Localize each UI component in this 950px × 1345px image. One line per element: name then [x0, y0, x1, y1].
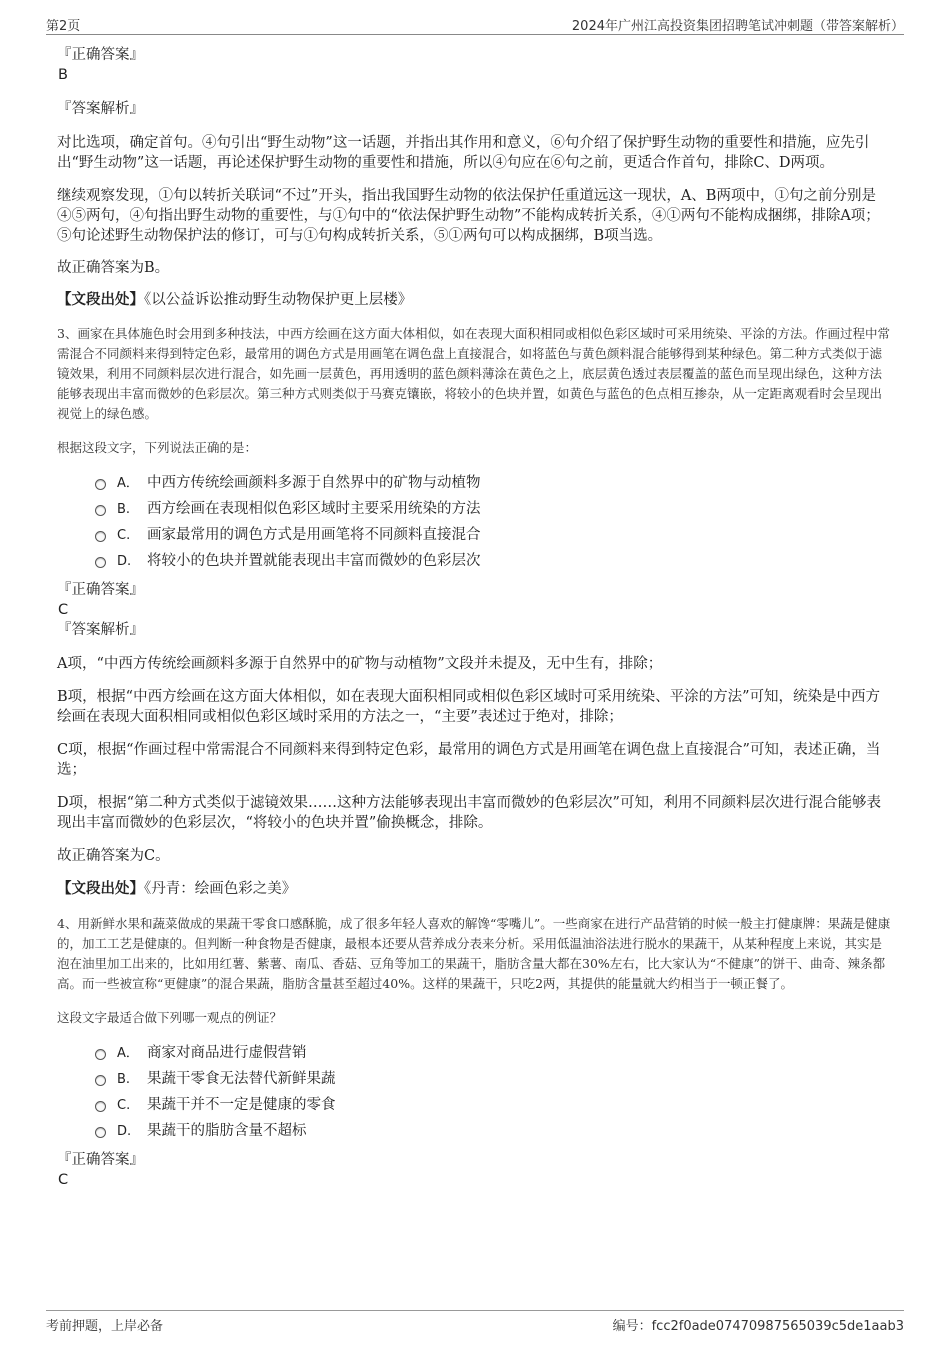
option-text: 将较小的色块并置就能表现出丰富而微妙的色彩层次 — [147, 553, 481, 569]
page-footer — [46, 1310, 904, 1333]
q2-source — [57, 290, 893, 310]
q3-analysis-c: C项，根据“作画过程中常需混合不同颜料来得到特定色彩，最常用的调色方式是用画笔在调色盘上直接混合”可知，表述正确，当选； — [57, 742, 881, 778]
option-letter: C. — [117, 528, 131, 543]
radio-icon[interactable] — [95, 1101, 106, 1112]
q4-options — [57, 1040, 893, 1144]
q2-answer-label: 『正确答案』 — [57, 47, 144, 63]
q3-source-title: 《丹青：绘画色彩之美》 — [144, 881, 297, 897]
q4-prompt: 这段文字最适合做下列哪一观点的例证？ — [57, 1010, 283, 1025]
option-letter: B. — [117, 502, 131, 517]
q3-passage: 3、画家在具体施色时会用到多种技法，中西方绘画在这方面大体相似，如在表现大面积相同或相似色彩区域时可采用统染、平涂的方法。作画过程中常需混合不同颜料来得到特定色彩，最常用的调色方式是用画笔在调色盘上直接混合，如将蓝色与黄色颜料混合能够得到某种绿色。第二种方式类似于滤镜效果，利用不同颜料层次进行混合，如先画一层黄色，再用透明的蓝色颜料薄涂在黄色之上，底层黄色透过表层覆盖的蓝色而呈现出绿色，这种方法能够表现出丰富而微妙的色彩层次。第三种方式则类似于马赛克镶嵌，将较小的色块并置，如黄色与蓝色的色点相互掺杂，从一定距离观看时会呈现出视觉上的绿色感。 — [57, 326, 890, 421]
q3-analysis-b: B项，根据“中西方绘画在这方面大体相似，如在表现大面积相同或相似色彩区域时可采用统染、平涂的方法”可知，统染是中西方绘画在表现大面积相同或相似色彩区域时采用的方法之一，“主要”表述过于绝对，排除； — [57, 689, 880, 725]
q4-option-d[interactable] — [95, 1118, 893, 1144]
option-letter: D. — [117, 1124, 132, 1139]
option-text: 果蔬干并不一定是健康的零食 — [147, 1097, 336, 1113]
q3-option-d[interactable] — [95, 548, 893, 574]
q3-source-label: 【文段出处】 — [57, 880, 144, 897]
footer-code: 编号：fcc2f0ade07470987565039c5de1aab3 — [612, 1319, 904, 1334]
q2-analysis-label: 『答案解析』 — [57, 101, 144, 117]
q4-option-b[interactable] — [95, 1066, 893, 1092]
option-letter: D. — [117, 554, 132, 569]
page-header — [46, 14, 904, 35]
page-number: 第2页 — [46, 19, 81, 34]
q3-analysis-a: A项，“中西方传统绘画颜料多源于自然界中的矿物与动植物”文段并未提及，无中生有，排除； — [57, 656, 663, 672]
option-letter: C. — [117, 1098, 131, 1113]
page-content — [57, 45, 893, 1190]
q2-source-label: 【文段出处】 — [57, 291, 144, 308]
q3-answer: C — [58, 602, 69, 618]
q4-option-a[interactable] — [95, 1040, 893, 1066]
q3-option-a[interactable] — [95, 470, 893, 496]
q3-option-b[interactable] — [95, 496, 893, 522]
option-letter: A． — [117, 1046, 139, 1061]
q2-analysis-p2: 继续观察发现，①句以转折关联词“不过”开头，指出我国野生动物的依法保护任重道远这一现状，A、B两项中，①句之前分别是④⑤两句，④句指出野生动物的重要性，与①句中的“依法保护野生动物”不能构成转折关系，④①两句不能构成捆绑，排除A项；⑤句论述野生动物保护法的修订，可与①句构成转折关系，⑤①两句可以构成捆绑，B项当选。 — [57, 188, 880, 244]
option-letter: B. — [117, 1072, 131, 1087]
radio-icon[interactable] — [95, 1049, 106, 1060]
q3-prompt: 根据这段文字，下列说法正确的是： — [57, 440, 258, 455]
option-text: 果蔬干的脂肪含量不超标 — [147, 1123, 307, 1139]
radio-icon[interactable] — [95, 1075, 106, 1086]
q3-option-c[interactable] — [95, 522, 893, 548]
q2-answer: B — [58, 67, 68, 83]
document-title: 2024年广州江高投资集团招聘笔试冲刺题（带答案解析） — [571, 19, 904, 34]
radio-icon[interactable] — [95, 531, 106, 542]
option-text: 果蔬干零食无法替代新鲜果蔬 — [147, 1071, 336, 1087]
radio-icon[interactable] — [95, 1127, 106, 1138]
radio-icon[interactable] — [95, 479, 106, 490]
q2-source-title: 《以公益诉讼推动野生动物保护更上层楼》 — [144, 292, 413, 308]
q3-answer-label: 『正确答案』 — [57, 582, 144, 598]
q3-analysis-conclusion: 故正确答案为C。 — [57, 848, 170, 864]
footer-slogan: 考前押题，上岸必备 — [46, 1319, 164, 1334]
option-text: 西方绘画在表现相似色彩区域时主要采用统染的方法 — [147, 501, 481, 517]
q4-answer: C — [58, 1172, 69, 1188]
q3-analysis-d: D项，根据“第二种方式类似于滤镜效果……这种方法能够表现出丰富而微妙的色彩层次”可知，利用不同颜料层次进行混合能够表现出丰富而微妙的色彩层次，“将较小的色块并置”偷换概念，排除。 — [57, 795, 881, 831]
option-text: 中西方传统绘画颜料多源于自然界中的矿物与动植物 — [147, 475, 481, 491]
radio-icon[interactable] — [95, 557, 106, 568]
q4-option-c[interactable] — [95, 1092, 893, 1118]
option-letter: A． — [117, 476, 139, 491]
q3-options — [57, 470, 893, 574]
q3-analysis-label: 『答案解析』 — [57, 622, 144, 638]
option-text: 画家最常用的调色方式是用画笔将不同颜料直接混合 — [147, 527, 481, 543]
q4-passage: 4、用新鲜水果和蔬菜做成的果蔬干零食口感酥脆，成了很多年轻人喜欢的解馋“零嘴儿”。一些商家在进行产品营销的时候一般主打健康牌：果蔬是健康的，加工工艺是健康的。但判断一种食物是否健康，最根本还要从营养成分表来分析。采用低温油浴法进行脱水的果蔬干，从某种程度上来说，其实是泡在油里加工出来的，比如用红薯、紫薯、南瓜、香菇、豆角等加工的果蔬干，脂肪含量大都在30%左右，比大家认为“不健康”的饼干、曲奇、辣条都高。而一些被宣称“更健康”的混合果蔬，脂肪含量甚至超过40%。这样的果蔬干，只吃2两，其提供的能量就大约相当于一顿正餐了。 — [57, 916, 891, 991]
radio-icon[interactable] — [95, 505, 106, 516]
q3-source — [57, 879, 893, 899]
q2-analysis-p1: 对比选项，确定首句。④句引出“野生动物”这一话题，并指出其作用和意义，⑥句介绍了保护野生动物的重要性和措施，应先引出“野生动物”这一话题，再论述保护野生动物的重要性和措施，所以④句应在⑥句之前，更适合作首句，排除C、D两项。 — [57, 135, 870, 171]
option-text: 商家对商品进行虚假营销 — [147, 1045, 307, 1061]
q4-answer-label: 『正确答案』 — [57, 1152, 144, 1168]
q2-analysis-conclusion: 故正确答案为B。 — [57, 260, 170, 276]
